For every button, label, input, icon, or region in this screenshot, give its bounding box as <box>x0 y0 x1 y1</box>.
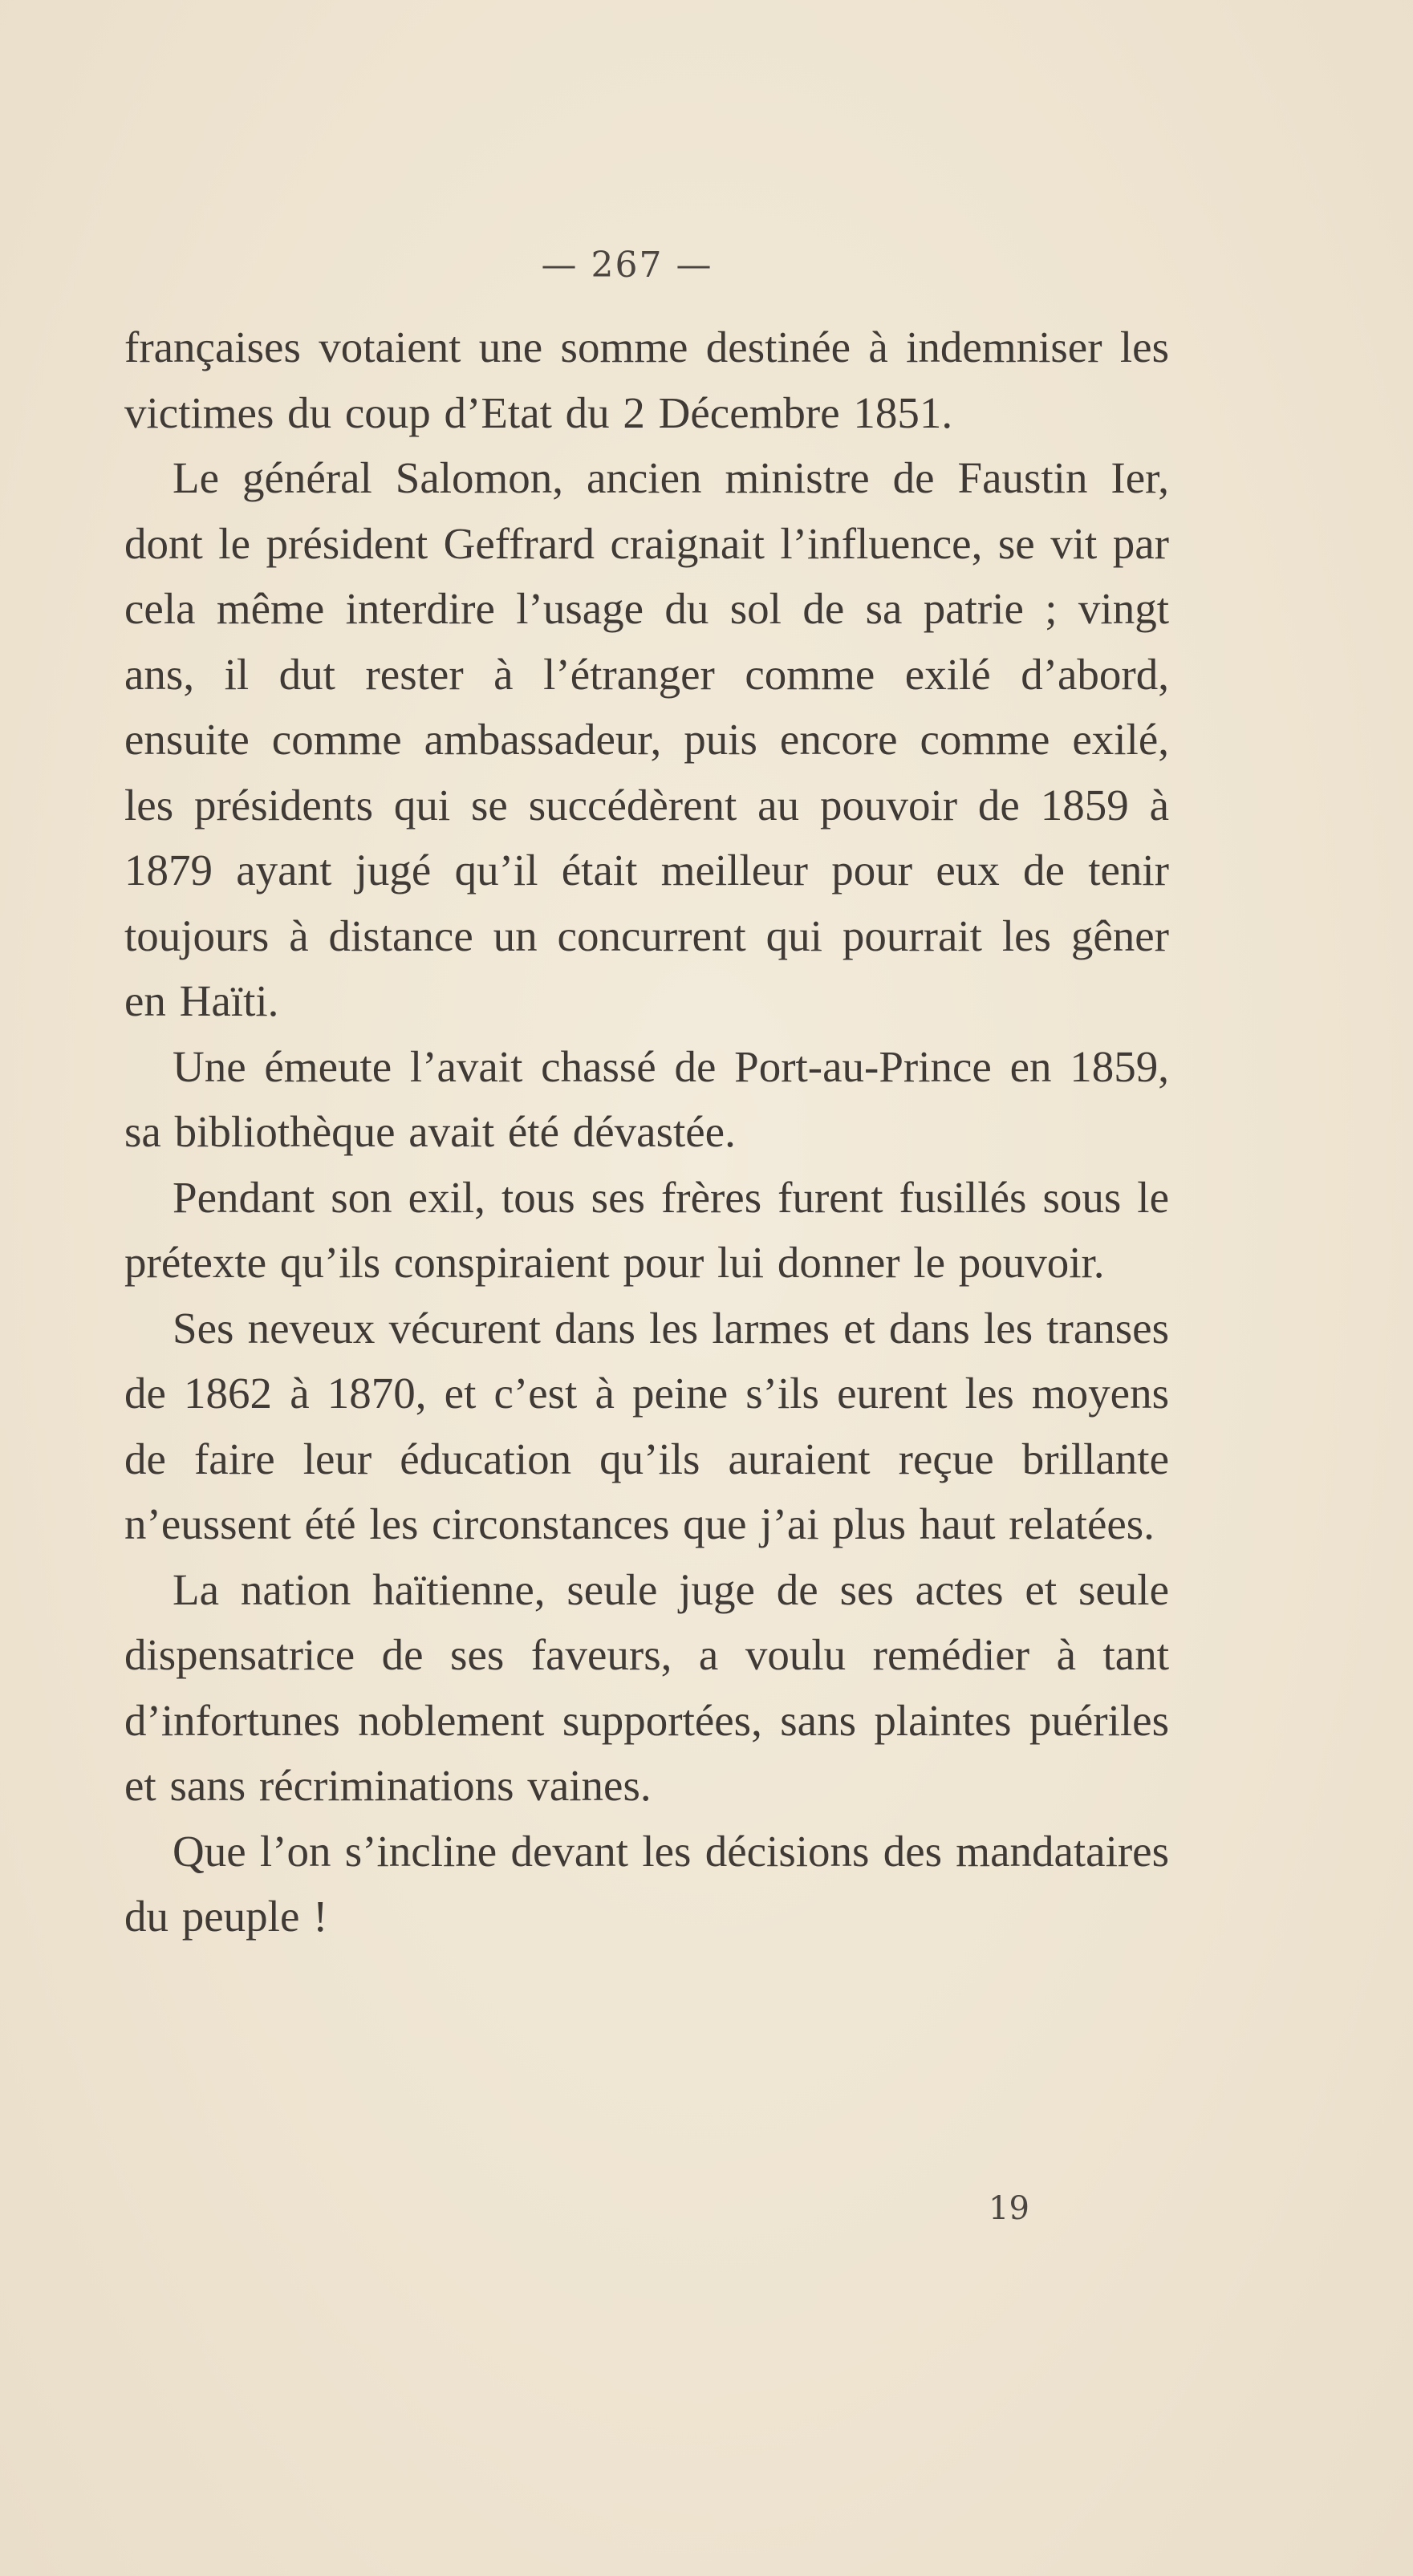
paragraph-3: Une émeute l’avait chassé de Port-au-Prince en 1859, sa bibliothèque avait été dévastée. <box>124 1041 1169 1156</box>
paragraph-5: Ses neveux vécurent dans les larmes et dans les transes de 1862 à 1870, et c’est à peine s’ils eurent les moyens de faire leur éducation qu’ils auraient reçue brillante n’eussent été les circonstances que j’ai plus haut relatées. <box>124 1303 1169 1548</box>
paragraph-7: Que l’on s’incline devant les décisions des mandataires du peuple ! <box>124 1826 1169 1941</box>
paragraph-1: françaises votaient une somme destinée à indemniser les victimes du coup d’Etat du 2 Décembre 1851. <box>124 323 1169 437</box>
paragraph-6: La nation haïtienne, seule juge de ses actes et seule dispensatrice de ses faveurs, a voulu remédier à tant d’infortunes noblement supportées, sans plaintes puériles et sans récriminations vaines. <box>124 1564 1169 1810</box>
signature-mark: 19 <box>989 2190 1029 2227</box>
page-number: — 267 — <box>541 245 713 286</box>
paragraph-2: Le général Salomon, ancien ministre de Faustin Ier, dont le président Geffrard craignait l’influence, se vit par cela même interdire l’usage du sol de sa patrie ; vingt ans, il dut rester à l’étranger comme exilé d’abord, ensuite comme ambassadeur, puis encore comme exilé, les présidents qui se succédèrent au pouvoir de 1859 à 1879 ayant jugé qu’il était meilleur pour eux de tenir toujours à distance un concurrent qui pourrait les gêner en Haïti. <box>124 453 1169 1025</box>
paragraph-4: Pendant son exil, tous ses frères furent fusillés sous le prétexte qu’ils conspiraient pour lui donner le pouvoir. <box>124 1172 1169 1287</box>
body-text <box>124 314 1169 1949</box>
